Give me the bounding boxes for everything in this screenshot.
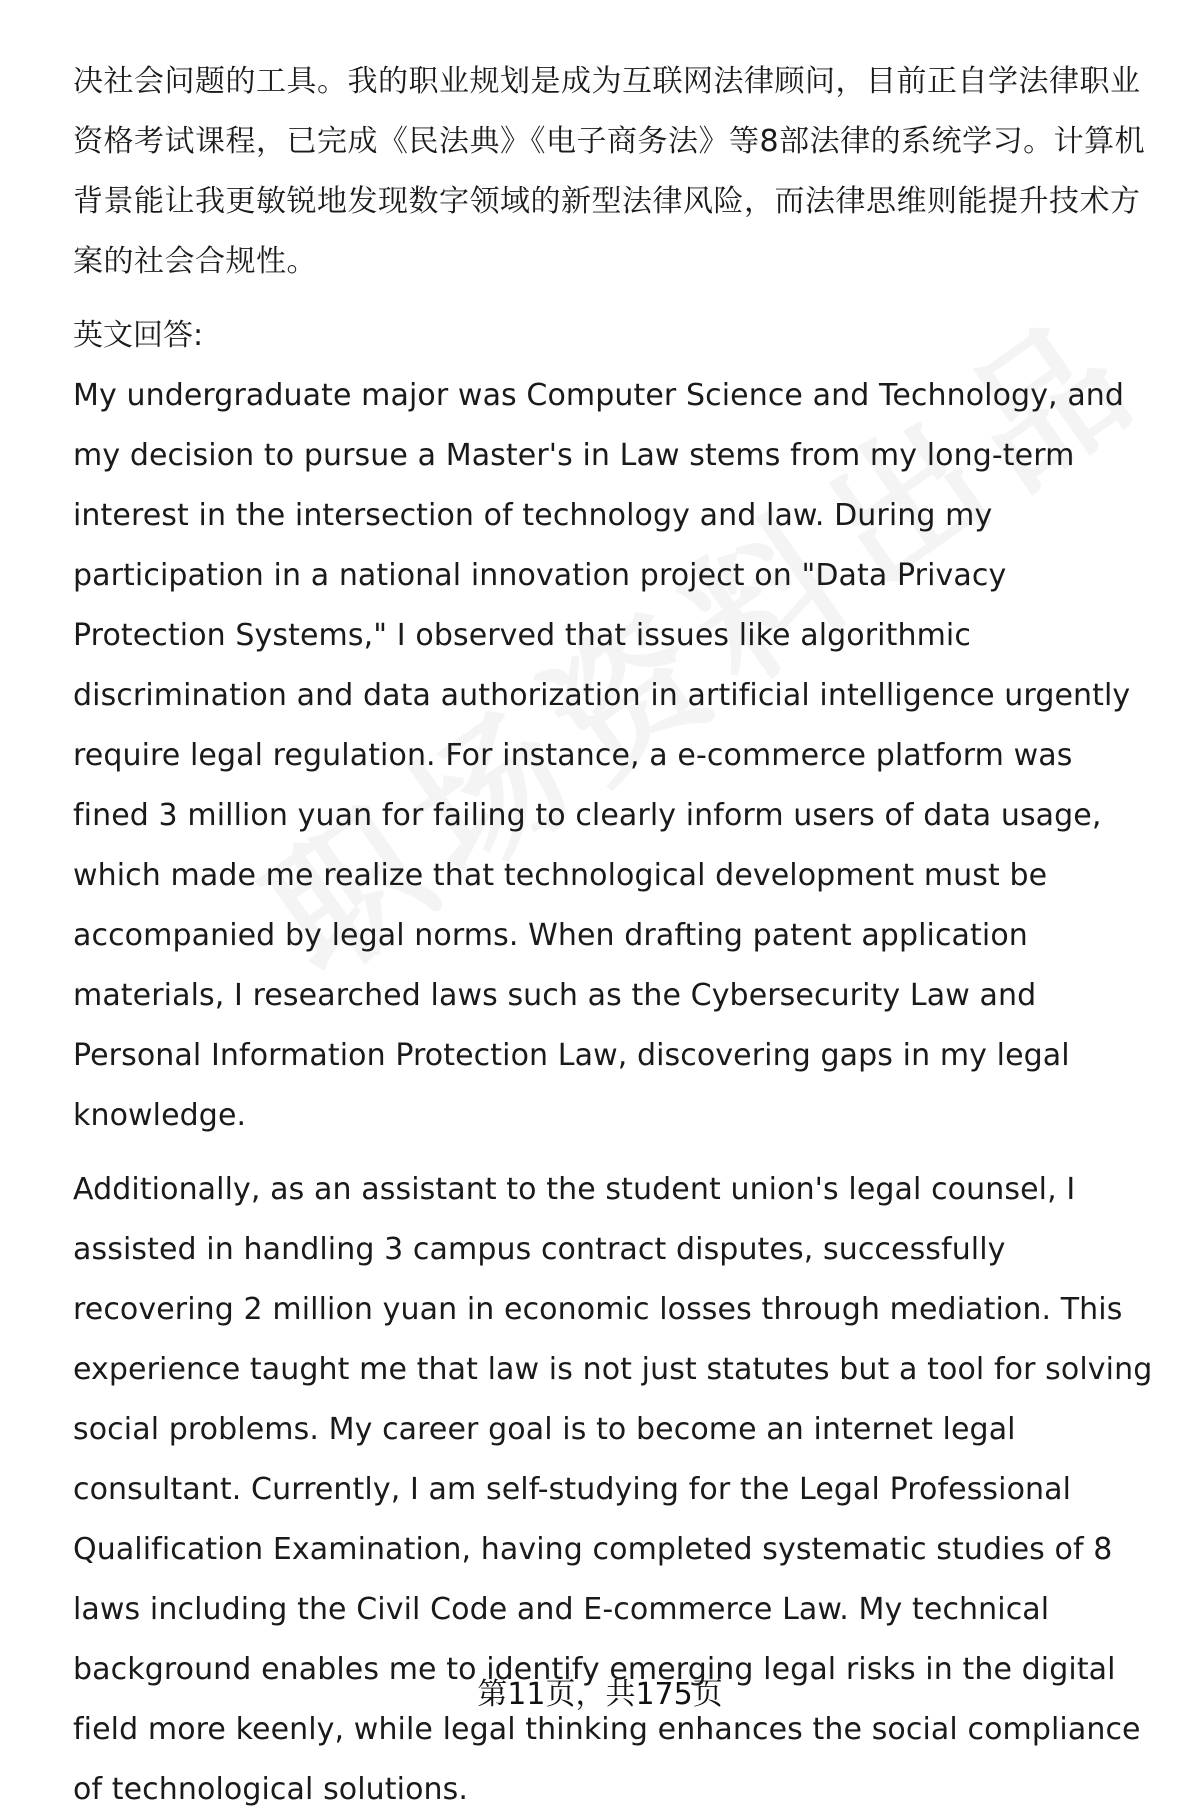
spacer xyxy=(73,1146,1153,1160)
paragraph-english-1: My undergraduate major was Computer Science and Technology, and my decision to pursue a Master's in Law stems from my long-term interest in the intersection of technology and law. During my participation in a national innovation project on "Data Privacy Protection Systems," I observed that issues like algorithmic discrimination and data authorization in artificial intelligence urgently require legal regulation. For instance, a e-commerce platform was fined 3 million yuan for failing to clearly inform users of data usage, which made me realize that technological development must be accompanied by legal norms. When drafting patent application materials, I researched laws such as the Cybersecurity Law and Personal Information Protection Law, discovering gaps in my legal knowledge. xyxy=(73,378,1131,1133)
english-answer-heading: 英文回答: xyxy=(73,318,204,353)
spacer xyxy=(73,292,1153,306)
document-body xyxy=(73,52,1153,1820)
paragraph-chinese-ending: 决社会问题的工具。我的职业规划是成为互联网法律顾问，目前正自学法律职业资格考试课程，已完成《民法典》《电子商务法》等8部法律的系统学习。计算机背景能让我更敏锐地发现数字领域的新型法律风险，而法律思维则能提升技术方案的社会合规性。 xyxy=(73,64,1146,279)
paragraph-english-2: Additionally, as an assistant to the student union's legal counsel, I assisted in handling 3 campus contract disputes, successfully recovering 2 million yuan in economic losses through mediation. This experience taught me that law is not just statutes but a tool for solving social problems. My career goal is to become an internet legal consultant. Currently, I am self-studying for the Legal Professional Qualification Examination, having completed systematic studies of 8 laws including the Civil Code and E-commerce Law. My technical background enables me to identify emerging legal risks in the digital field more keenly, while legal thinking enhances the social compliance of technological solutions. xyxy=(73,1172,1153,1807)
page-number-footer: 第11页，共175页 xyxy=(477,1677,723,1712)
